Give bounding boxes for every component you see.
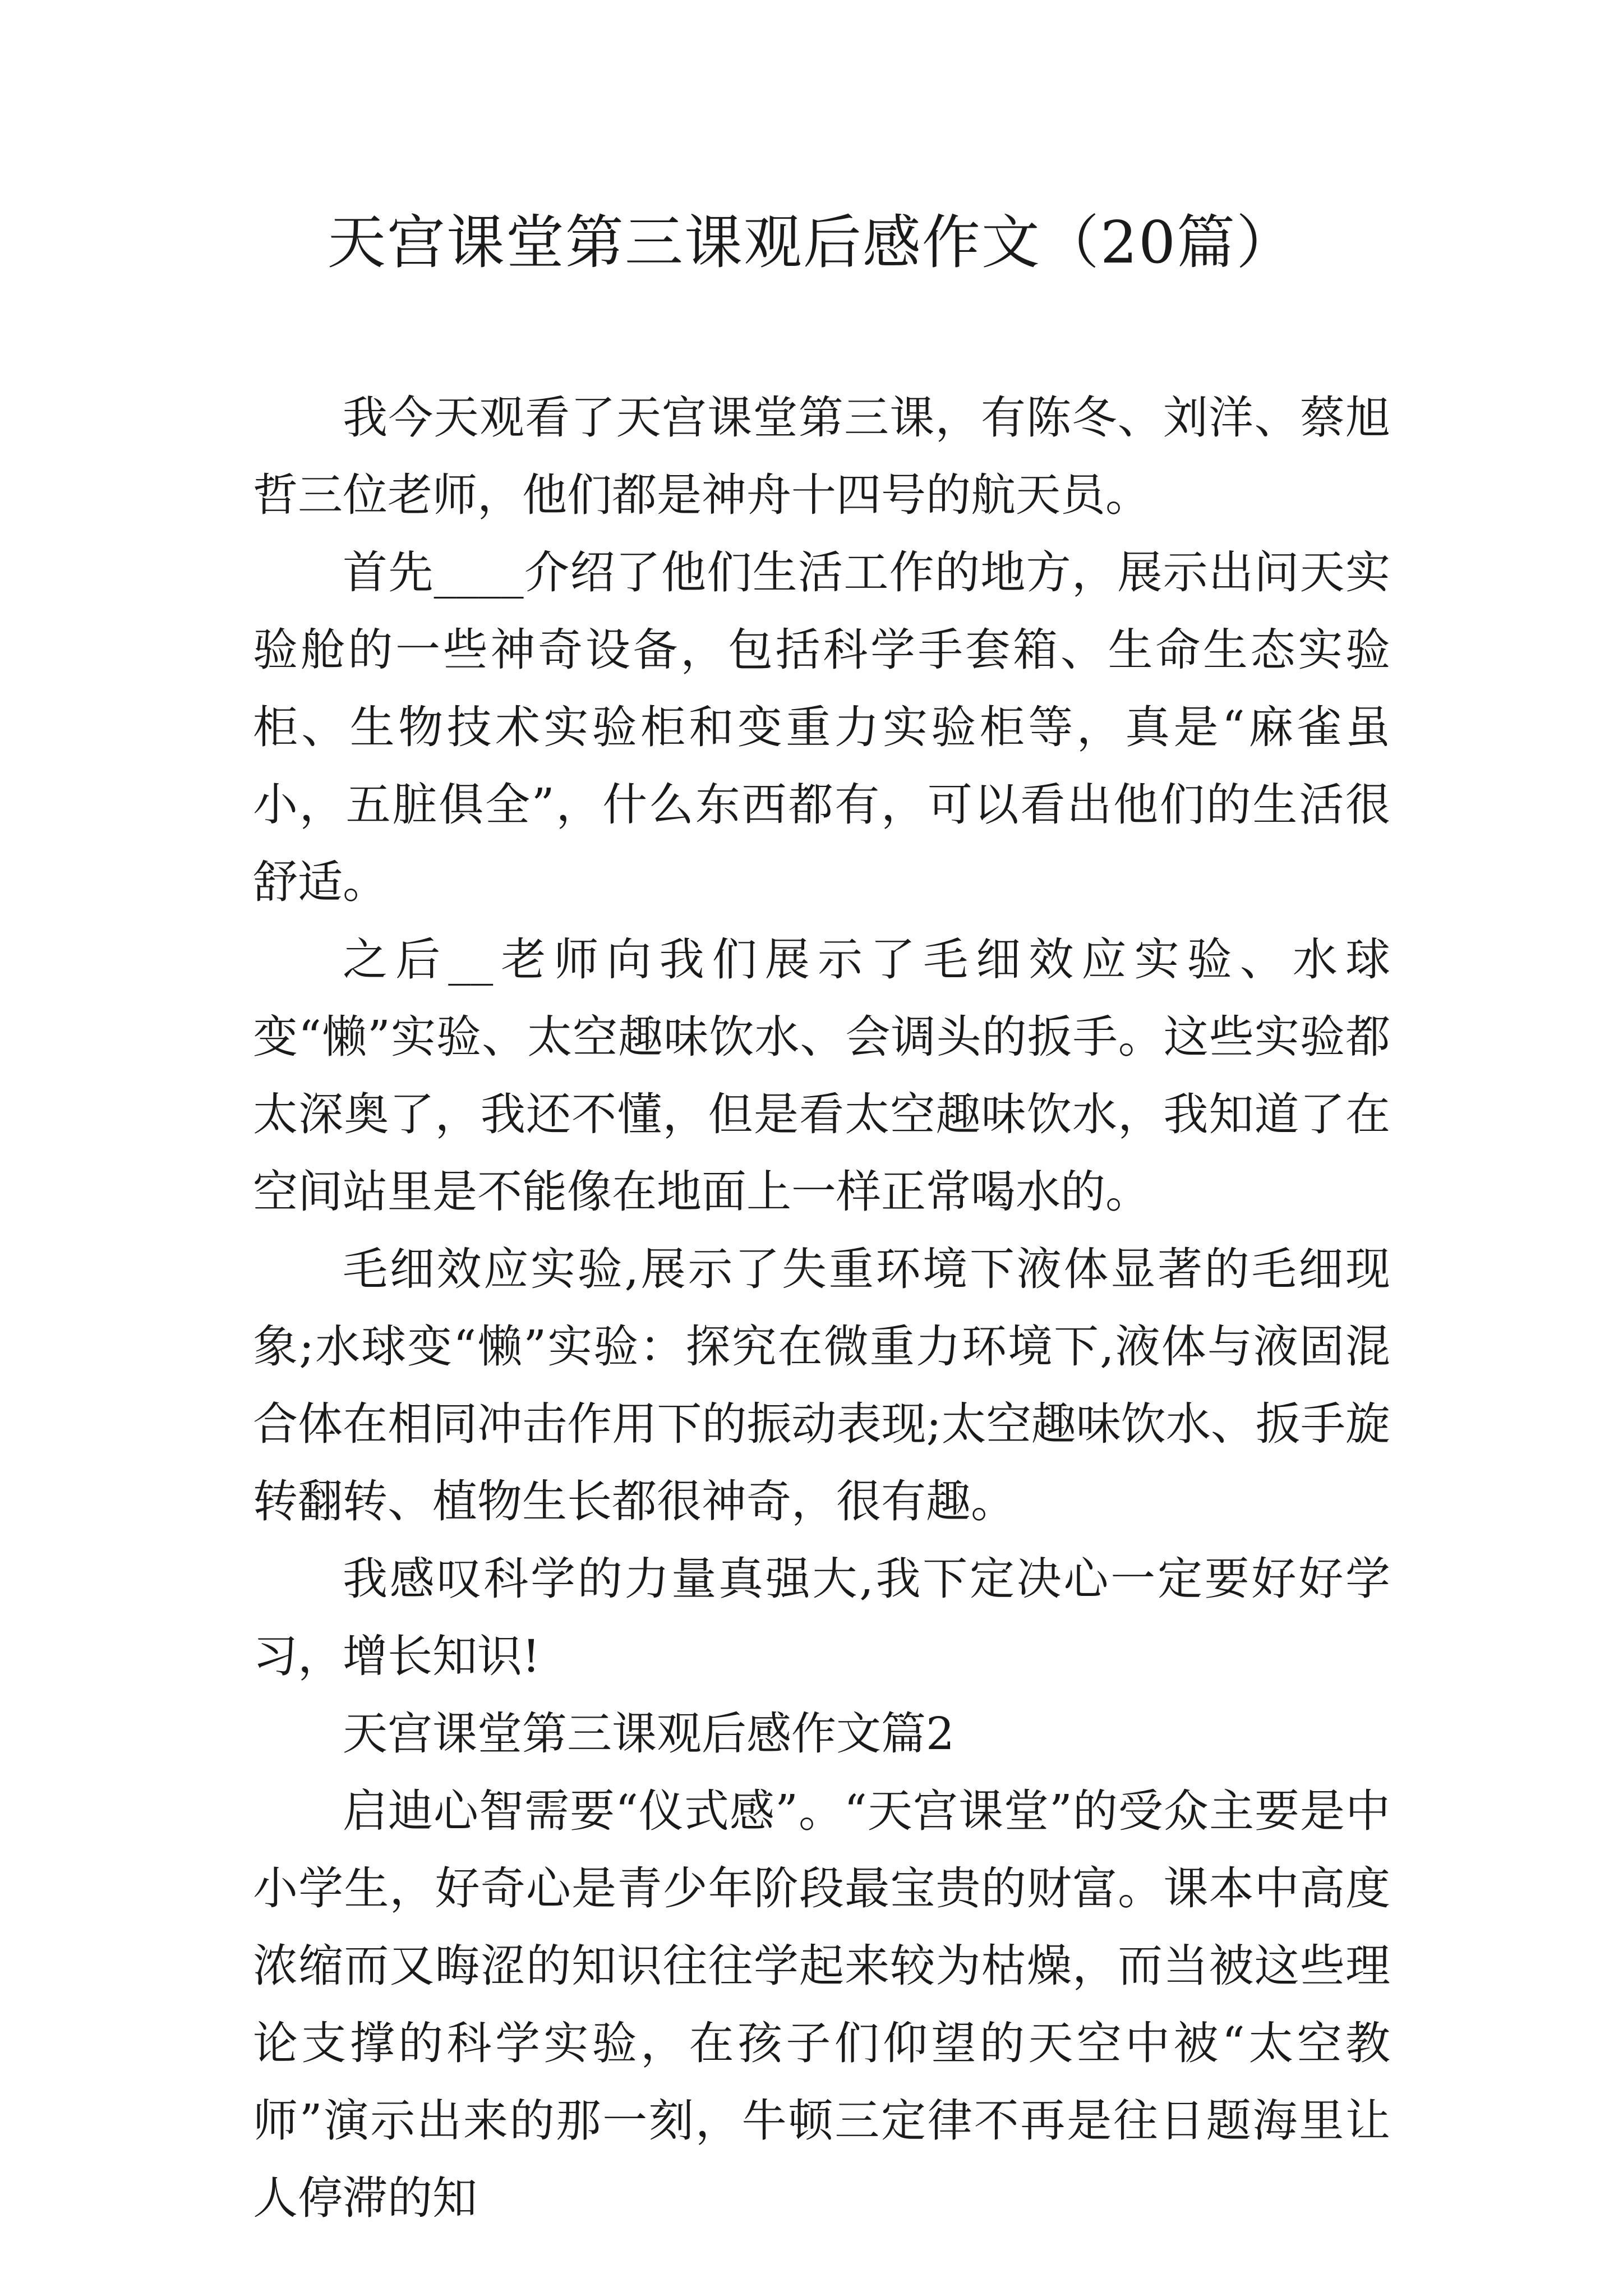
paragraph-3: 之后__老师向我们展示了毛细效应实验、水球变“懒”实验、太空趣味饮水、会调头的扳手。这些实验都太深奥了，我还不懂，但是看太空趣味饮水，我知道了在空间站里是不能像在地面上一样正常喝水的。 (253, 933, 1390, 1218)
paragraph-4: 毛细效应实验,展示了失重环境下液体显著的毛细现象;水球变“懒”实验：探究在微重力环境下,液体与液固混合体在相同冲击作用下的振动表现;太空趣味饮水、扳手旋转翻转、植物生长都很神奇，很有趣。 (253, 1243, 1390, 1527)
section-heading-2: 天宫课堂第三课观后感作文篇2 (343, 1708, 955, 1760)
paragraph-2: 首先____介绍了他们生活工作的地方，展示出问天实验舱的一些神奇设备，包括科学手套箱、生命生态实验柜、生物技术实验柜和变重力实验柜等，真是“麻雀虽小，五脏俱全”，什么东西都有，可以看出他们的生活很舒适。 (253, 546, 1390, 908)
document-body (253, 379, 1390, 2237)
paragraph-6: 启迪心智需要“仪式感”。“天宫课堂”的受众主要是中小学生，好奇心是青少年阶段最宝贵的财富。课本中高度浓缩而又晦涩的知识往往学起来较为枯燥，而当被这些理论支撑的科学实验，在孩子们仰望的天空中被“太空教师”演示出来的那一刻，牛顿三定律不再是往日题海里让人停滞的知 (253, 1785, 1390, 2224)
paragraph-5: 我感叹科学的力量真强大,我下定决心一定要好好学习，增长知识! (253, 1553, 1390, 1682)
document-title: 天宫课堂第三课观后感作文（20篇） (327, 208, 1296, 277)
paragraph-1: 我今天观看了天宫课堂第三课，有陈冬、刘洋、蔡旭哲三位老师，他们都是神舟十四号的航天员。 (253, 392, 1390, 521)
